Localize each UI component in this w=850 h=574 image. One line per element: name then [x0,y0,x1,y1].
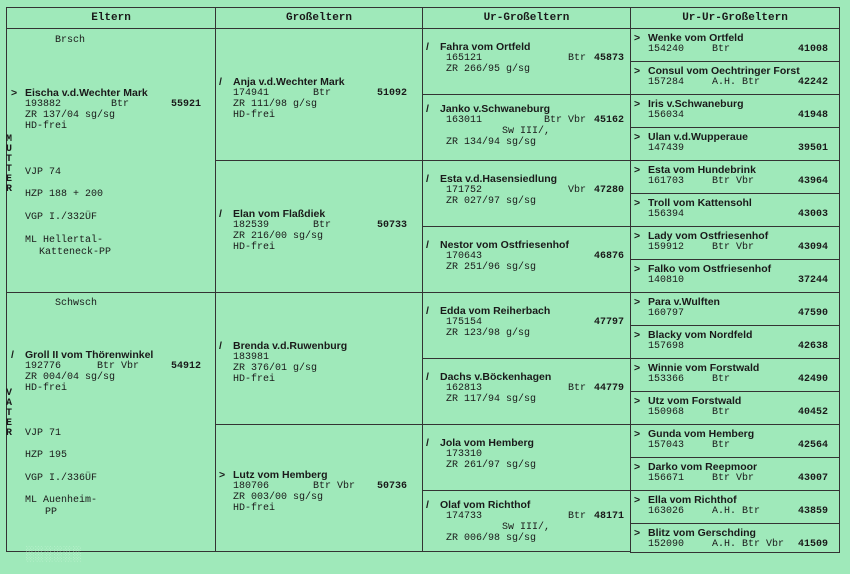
vater-ml-1: ML Auenheim- [25,495,98,506]
ur-ur-grandparent-tag [712,341,798,352]
grandparent-num: 50733 [377,220,408,231]
grandparent-hd: HD-frei [233,374,276,385]
great-grandparent-num: 45873 [594,53,625,64]
great-grandparent-cell: / Olaf vom Richthof 174733 Btr 48171 Sw III/, ZR 006/98 sg/sg [422,490,631,552]
great-grandparent-name: Edda vom Reiherbach [440,305,551,317]
ur-ur-grandparent-tag: Btr Vbr [712,473,755,484]
great-grandparent-cell: / Dachs v.Böckenhagen 162813 Btr 44779 ZR 117/94 sg/sg [422,358,631,425]
grandparent-reg: 174941 [233,88,270,99]
ur-ur-grandparent-num: 42638 [798,341,829,352]
ur-ur-grandparent-tag: Btr Vbr [712,242,755,253]
ur-ur-grandparent-cell: > Troll vom Kattensohl 156394 43003 [630,193,840,227]
great-grandparent-tag: Btr [567,511,586,522]
vater-info: / Groll II vom Thörenwinkel 192776 Btr Vbr 54912 ZR 004/04 sg/sg HD-frei [11,349,211,394]
ur-ur-grandparent-reg: 153366 [648,374,685,385]
ur-ur-grandparent-tag: A.H. Btr Vbr [712,539,785,550]
great-grandparent-cell: / Janko v.Schwaneburg 163011 Btr Vbr 45162 Sw III/, ZR 134/94 sg/sg [422,94,631,161]
great-grandparent-cell: / Nestor vom Ostfriesenhof 170643 46876 ZR 251/96 sg/sg [422,226,631,293]
great-grandparent-zr: ZR 266/95 g/sg [446,64,531,75]
ur-ur-grandparent-reg: 140810 [648,275,685,286]
ur-ur-grandparent-num: 39501 [798,143,829,154]
ur-ur-grandparent-reg: 160797 [648,308,685,319]
great-grandparent-zr: ZR 134/94 sg/sg [446,137,537,148]
great-grandparent-zr: ZR 027/97 sg/sg [446,196,537,207]
ur-ur-grandparent-name: Troll vom Kattensohl [648,197,752,209]
ur-ur-grandparent-tag [712,308,798,319]
ur-ur-grandparent-tag [712,143,798,154]
grandparent-tag: Btr [313,220,332,231]
great-grandparent-num: 47280 [594,185,625,196]
ur-ur-grandparent-cell: > Blitz vom Gerschding 152090 A.H. Btr Vbr 41509 [630,523,840,553]
ur-ur-grandparent-cell: > Darko vom Reepmoor 156671 Btr Vbr 43007 [630,457,840,491]
grandparent-name: Brenda v.d.Ruwenburg [233,340,348,352]
great-grandparent-tag [520,449,594,460]
ur-ur-grandparent-num: 43094 [798,242,829,253]
great-grandparent-reg: 162813 [446,383,483,394]
grandparent-tag [313,352,377,363]
ur-ur-grandparent-name: Wenke vom Ortfeld [648,32,744,44]
great-grandparent-cell: / Edda vom Reiherbach 175154 47797 ZR 123/98 g/sg [422,292,631,359]
great-grandparent-num: 47797 [594,317,625,328]
ur-ur-grandparent-name: Blacky vom Nordfeld [648,329,753,341]
ur-ur-grandparent-tag: Btr [712,374,731,385]
mutter-vgp: VGP I./332ÜF [25,212,98,223]
great-grandparent-tag [520,251,594,262]
vater-ml-2: PP [45,507,58,518]
ur-ur-grandparent-num: 41948 [798,110,829,121]
great-grandparent-reg: 174733 [446,511,483,522]
ur-ur-grandparent-cell: > Utz vom Forstwald 150968 Btr 40452 [630,391,840,425]
great-grandparent-num: 46876 [594,251,625,262]
great-grandparent-cell: / Fahra vom Ortfeld 165121 Btr 45873 ZR 266/95 g/sg [422,28,631,95]
pedigree-sheet [5,7,840,563]
grandparent-name: Elan vom Flaßdiek [233,208,326,220]
vater-tag: Btr Vbr [97,361,140,372]
great-grandparent-reg: 170643 [446,251,483,262]
vater-vgp: VGP I./336ÜF [25,473,98,484]
header-ur-ur-grosseltern: Ur-Ur-Großeltern [630,7,840,29]
ur-ur-grandparent-tag: Btr [712,407,731,418]
ur-ur-grandparent-tag: Btr [712,44,731,55]
great-grandparent-tag: Btr [567,53,586,64]
great-grandparent-reg: 163011 [446,115,483,126]
vater-color: Schwsch [55,298,98,309]
mutter-tag: Btr [111,99,130,110]
great-grandparent-zr: ZR 251/96 sg/sg [446,262,537,273]
mutter-side-label: M U T T E R [5,134,12,195]
ur-ur-grandparent-reg: 157043 [648,440,685,451]
vater-name: Groll II vom Thörenwinkel [25,349,154,361]
grandparent-tag: Btr Vbr [313,481,356,492]
grandparent-zr: ZR 216/00 sg/sg [233,231,324,242]
great-grandparent-cell: / Jola vom Hemberg 173310 ZR 261/97 sg/sg [422,424,631,491]
ur-ur-grandparent-cell: > Gunda vom Hemberg 157043 Btr 42564 [630,424,840,458]
great-grandparent-tag [520,317,594,328]
ur-ur-grandparent-num: 41008 [798,44,829,55]
ur-ur-grandparent-name: Ulan v.d.Wupperaue [648,131,748,143]
ur-ur-grandparent-name: Winnie vom Forstwald [648,362,760,374]
header-eltern: Eltern [6,7,216,29]
ur-ur-grandparent-reg: 156394 [648,209,685,220]
ur-ur-grandparent-num: 37244 [798,275,829,286]
vater-num: 54912 [171,361,202,372]
great-grandparent-num: 45162 [594,115,625,126]
faded-stamp: ░░░░░░ [26,547,83,563]
ur-ur-grandparent-tag: A.H. Btr [712,506,761,517]
great-grandparent-cell: / Esta v.d.Hasensiedlung 171752 Vbr 47280 ZR 027/97 sg/sg [422,160,631,227]
ur-ur-grandparent-cell: > Ulan v.d.Wupperaue 147439 39501 [630,127,840,161]
grandparent-num: 51092 [377,88,408,99]
great-grandparent-tag: Btr [567,383,586,394]
great-grandparent-zr: ZR 006/98 sg/sg [446,533,537,544]
ur-ur-grandparent-tag: Btr [712,440,731,451]
grandparent-cell: / Anja v.d.Wechter Mark 174941 Btr 51092 ZR 111/98 g/sg HD-frei [215,28,423,161]
great-grandparent-extra: Sw III/, [502,522,551,533]
mutter-num: 55921 [171,99,202,110]
ur-ur-grandparent-name: Ella vom Richthof [648,494,737,506]
ur-ur-grandparent-name: Darko vom Reepmoor [648,461,758,473]
great-grandparent-num: 44779 [594,383,625,394]
vater-hzp: HZP 195 [25,450,68,461]
ur-ur-grandparent-num: 47590 [798,308,829,319]
ur-ur-grandparent-cell: > Iris v.Schwaneburg 156034 41948 [630,94,840,128]
mutter-hzp: HZP 188 + 200 [25,189,104,200]
great-grandparent-num: 48171 [594,511,625,522]
great-grandparent-name: Olaf vom Richthof [440,499,531,511]
ur-ur-grandparent-cell: > Esta vom Hundebrink 161703 Btr Vbr 43964 [630,160,840,194]
ur-ur-grandparent-name: Gunda vom Hemberg [648,428,755,440]
vater-reg: 192776 [25,361,62,372]
ur-ur-grandparent-reg: 152090 [648,539,685,550]
mutter-hd: HD-frei [25,121,68,132]
ur-ur-grandparent-cell: > Consul vom Oechtringer Forst 157284 A.H. Btr 42242 [630,61,840,95]
parent-mutter [6,28,216,293]
ur-ur-grandparent-reg: 154240 [648,44,685,55]
grandparent-num: 50736 [377,481,408,492]
ur-ur-grandparent-reg: 150968 [648,407,685,418]
vater-hd: HD-frei [25,383,68,394]
grandparent-reg: 182539 [233,220,270,231]
grandparent-hd: HD-frei [233,242,276,253]
ur-ur-grandparent-num: 42490 [798,374,829,385]
grandparent-cell: > Lutz vom Hemberg 180706 Btr Vbr 50736 ZR 003/00 sg/sg HD-frei [215,424,423,552]
ur-ur-grandparent-cell: > Wenke vom Ortfeld 154240 Btr 41008 [630,28,840,62]
grandparent-hd: HD-frei [233,503,276,514]
header-ur-grosseltern: Ur-Großeltern [422,7,631,29]
ur-ur-grandparent-num: 40452 [798,407,829,418]
grandparent-hd: HD-frei [233,110,276,121]
great-grandparent-name: Fahra vom Ortfeld [440,41,531,53]
mutter-zr: ZR 137/04 sg/sg [25,110,116,121]
ur-ur-grandparent-name: Consul vom Oechtringer Forst [648,65,800,77]
mutter-name: Eischa v.d.Wechter Mark [25,87,148,99]
mutter-ml-2: Katteneck-PP [39,247,112,258]
ur-ur-grandparent-num: 42242 [798,77,829,88]
mutter-ml-1: ML Hellertal- [25,235,104,246]
mutter-vjp: VJP 74 [25,167,62,178]
ur-ur-grandparent-cell: > Lady vom Ostfriesenhof 159912 Btr Vbr 43094 [630,226,840,260]
ur-ur-grandparent-tag [712,209,798,220]
great-grandparent-tag: Btr Vbr [543,115,586,126]
ur-ur-grandparent-reg: 163026 [648,506,685,517]
ur-ur-grandparent-tag: A.H. Btr [712,77,761,88]
ur-ur-grandparent-tag: Btr Vbr [712,176,755,187]
great-grandparent-name: Janko v.Schwaneburg [440,103,551,115]
grandparent-cell: / Brenda v.d.Ruwenburg 183981 ZR 376/01 g/sg HD-frei [215,292,423,425]
grandparent-cell: / Elan vom Flaßdiek 182539 Btr 50733 ZR 216/00 sg/sg HD-frei [215,160,423,293]
ur-ur-grandparent-num: 43859 [798,506,829,517]
ur-ur-grandparent-num: 42564 [798,440,829,451]
great-grandparent-name: Jola vom Hemberg [440,437,534,449]
ur-ur-grandparent-name: Para v.Wulften [648,296,720,308]
great-grandparent-zr: ZR 123/98 g/sg [446,328,531,339]
great-grandparent-name: Dachs v.Böckenhagen [440,371,552,383]
ur-ur-grandparent-name: Lady vom Ostfriesenhof [648,230,769,242]
great-grandparent-reg: 175154 [446,317,483,328]
ur-ur-grandparent-num: 43003 [798,209,829,220]
mutter-reg: 193882 [25,99,62,110]
great-grandparent-reg: 173310 [446,449,483,460]
ur-ur-grandparent-reg: 161703 [648,176,685,187]
great-grandparent-zr: ZR 117/94 sg/sg [446,394,537,405]
grandparent-zr: ZR 376/01 g/sg [233,363,318,374]
grandparent-reg: 180706 [233,481,270,492]
parent-vater [6,292,216,552]
ur-ur-grandparent-num: 43007 [798,473,829,484]
ur-ur-grandparent-reg: 157698 [648,341,685,352]
ur-ur-grandparent-cell: > Winnie vom Forstwald 153366 Btr 42490 [630,358,840,392]
ur-ur-grandparent-name: Utz vom Forstwald [648,395,742,407]
header-grosseltern: Großeltern [215,7,423,29]
ur-ur-grandparent-name: Iris v.Schwaneburg [648,98,744,110]
grandparent-zr: ZR 111/98 g/sg [233,99,318,110]
ur-ur-grandparent-cell: > Falko vom Ostfriesenhof 140810 37244 [630,259,840,293]
grandparent-name: Anja v.d.Wechter Mark [233,76,345,88]
ur-ur-grandparent-name: Falko vom Ostfriesenhof [648,263,772,275]
great-grandparent-name: Esta v.d.Hasensiedlung [440,173,558,185]
ur-ur-grandparent-cell: > Para v.Wulften 160797 47590 [630,292,840,326]
vater-zr: ZR 004/04 sg/sg [25,372,116,383]
great-grandparent-reg: 171752 [446,185,483,196]
mutter-info: > Eischa v.d.Wechter Mark 193882 Btr 55921 ZR 137/04 sg/sg HD-frei [11,87,211,132]
mutter-color: Brsch [55,35,86,46]
ur-ur-grandparent-num: 41509 [798,539,829,550]
ur-ur-grandparent-reg: 157284 [648,77,685,88]
grandparent-reg: 183981 [233,352,270,363]
ur-ur-grandparent-num: 43964 [798,176,829,187]
ur-ur-grandparent-cell: > Blacky vom Nordfeld 157698 42638 [630,325,840,359]
grandparent-tag: Btr [313,88,332,99]
vater-side-label: V A T E R [5,388,12,439]
grandparent-name: Lutz vom Hemberg [233,469,328,481]
grandparent-zr: ZR 003/00 sg/sg [233,492,324,503]
great-grandparent-zr: ZR 261/97 sg/sg [446,460,537,471]
ur-ur-grandparent-tag [712,275,798,286]
ur-ur-grandparent-reg: 147439 [648,143,685,154]
ur-ur-grandparent-reg: 156034 [648,110,685,121]
great-grandparent-reg: 165121 [446,53,483,64]
ur-ur-grandparent-name: Blitz vom Gerschding [648,527,756,539]
ur-ur-grandparent-reg: 159912 [648,242,685,253]
great-grandparent-name: Nestor vom Ostfriesenhof [440,239,569,251]
ur-ur-grandparent-name: Esta vom Hundebrink [648,164,756,176]
ur-ur-grandparent-reg: 156671 [648,473,685,484]
ur-ur-grandparent-cell: > Ella vom Richthof 163026 A.H. Btr 43859 [630,490,840,524]
ur-ur-grandparent-tag [712,110,798,121]
great-grandparent-extra: Sw III/, [502,126,551,137]
vater-vjp: VJP 71 [25,428,62,439]
great-grandparent-tag: Vbr [567,185,586,196]
